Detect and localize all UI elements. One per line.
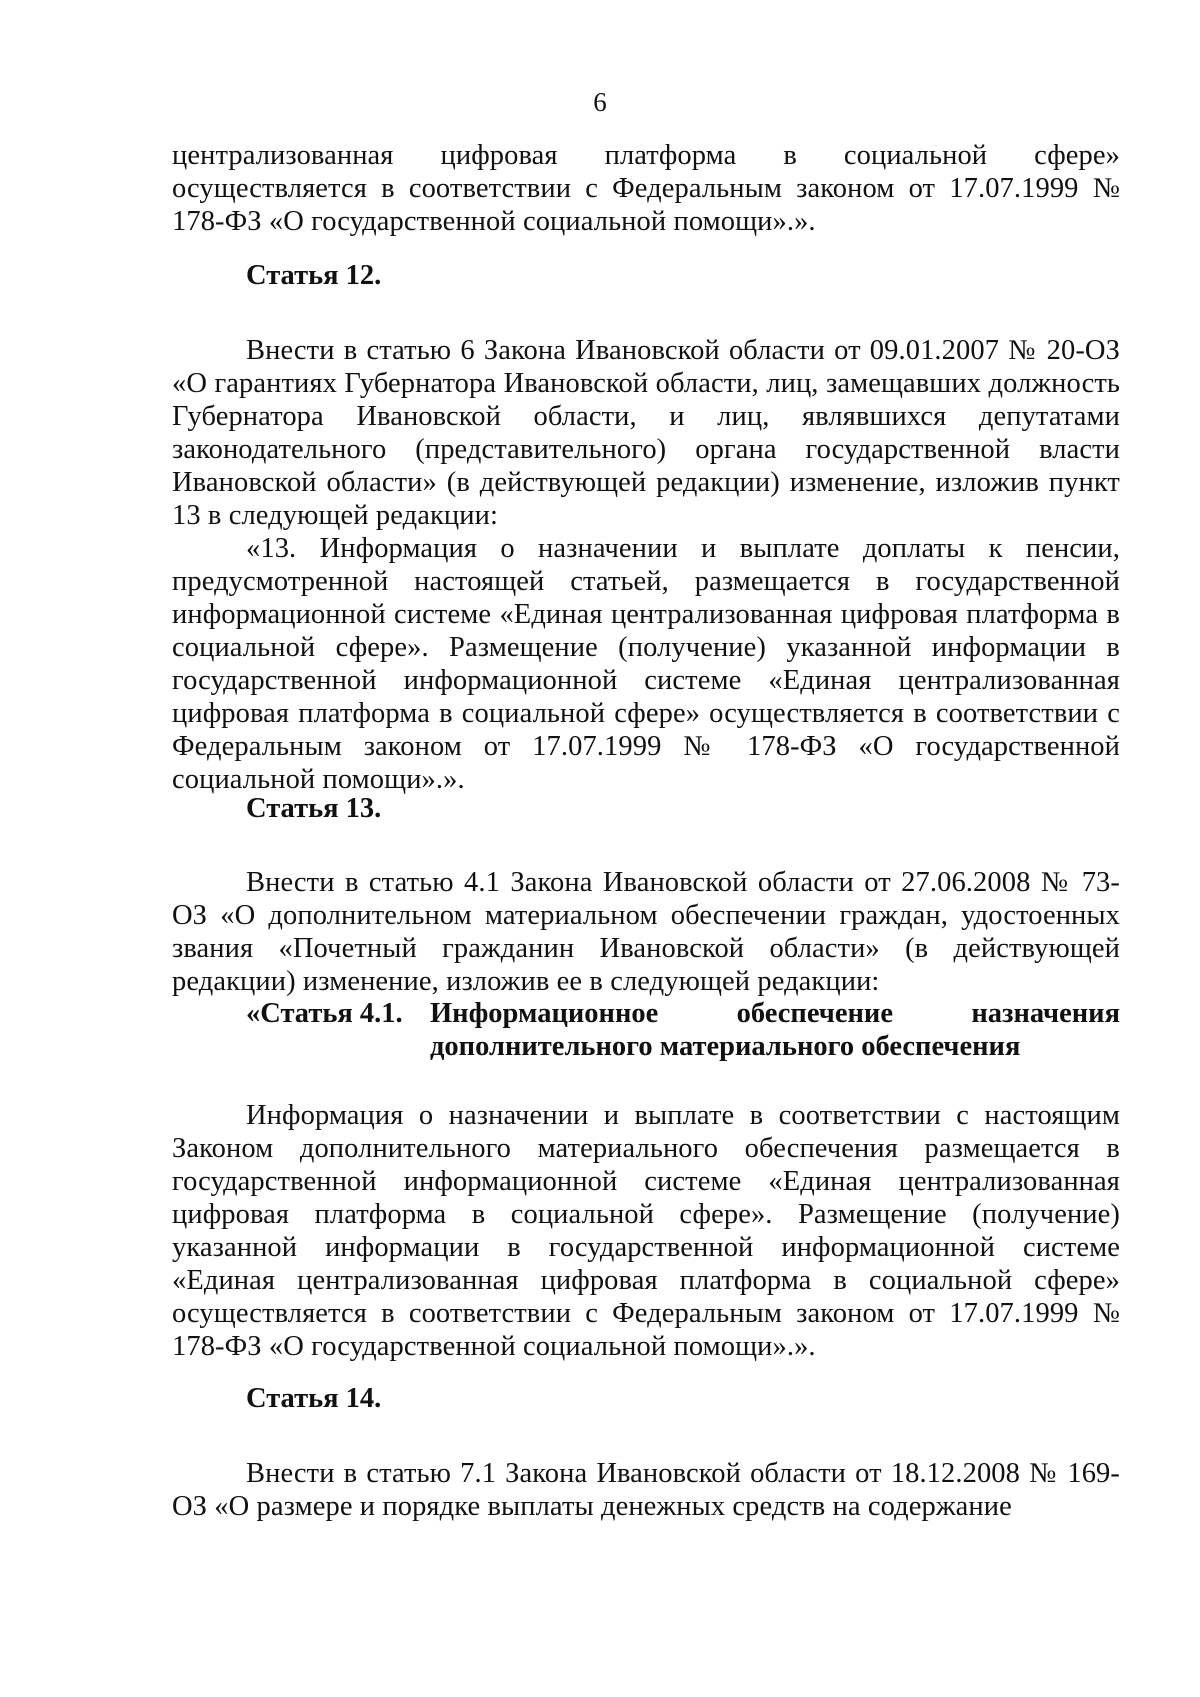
article-14-body [172,1457,1120,1523]
intro-paragraph: централизованная цифровая платформа в социальной сфере» осуществляется в соответствии с Федеральным законом от 17.07.1999 № 178-ФЗ «О государственной социальной помощи».». [172,140,1120,237]
intro-paragraph-block [172,139,1120,238]
sub-article-number: «Статья 4.1. [246,998,403,1029]
sub-article-title-line-2: дополнительного материального обеспечения [430,1031,1021,1062]
article-13-paragraph-1: Внести в статью 4.1 Закона Ивановской области от 27.06.2008 № 73-ОЗ «О дополнительном материальном обеспечении граждан, удостоенных звания «Почетный гражданин Ивановской области» (в действующей редакции) изменение, изложив ее в следующей редакции: [172,867,1120,997]
sub-article-paragraph: Информация о назначении и выплате в соответствии с настоящим Законом дополнительного материального обеспечения размещается в государственной информационной системе «Единая централизованная цифровая платформа в социальной сфере». Размещение (получение) указанной информации в государственной информационной системе «Единая централизованная цифровая платформа в социальной сфере» осуществляется в соответствии с Федеральным законом от 17.07.1999 № 178-ФЗ «О государственной социальной помощи».». [172,1100,1120,1362]
article-12-paragraph-2: «13. Информация о назначении и выплате доплаты к пенсии, предусмотренной настоящей статьей, размещается в государственной информационной системе «Единая централизованная цифровая платформа в социальной сфере». Размещение (получение) указанной информации в государственной информационной системе «Единая централизованная цифровая платформа в социальной сфере» осуществляется в соответствии с Федеральным законом от 17.07.1999 № 178-ФЗ «О государственной социальной помощи».». [172,533,1120,795]
article-14-heading: Статья 14. [246,1383,382,1414]
article-12-body [172,334,1120,796]
article-12-paragraph-1: Внести в статью 6 Закона Ивановской области от 09.01.2007 № 20-ОЗ «О гарантиях Губернатора Ивановской области, лиц, замещавших должность Губернатора Ивановской области, и лиц, являвшихся депутатами законодательного (представительного) органа государственной власти Ивановской области» (в действующей редакции) изменение, изложив пункт 13 в следующей редакции: [172,335,1120,531]
sub-article-title-line-1: Информационное обеспечение назначения [430,998,1120,1029]
article-12-heading: Статья 12. [246,260,382,291]
article-14-paragraph-1: Внести в статью 7.1 Закона Ивановской области от 18.12.2008 № 169-ОЗ «О размере и порядке выплаты денежных средств на содержание [172,1458,1120,1522]
article-13-heading: Статья 13. [246,793,382,824]
sub-article-body [172,1099,1120,1363]
page-number: 6 [593,87,607,117]
sub-article-title [430,997,1120,1063]
article-13-body [172,866,1120,998]
